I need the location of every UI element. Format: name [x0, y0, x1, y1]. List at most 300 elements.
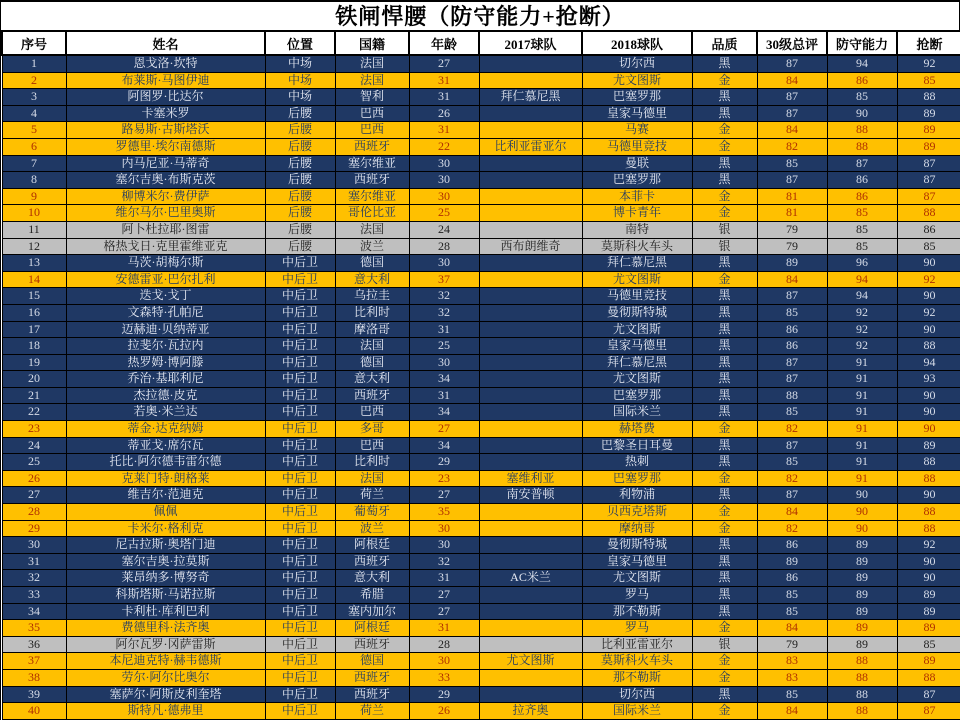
cell-team-2018: 罗马: [582, 620, 692, 637]
cell-name: 路易斯·古斯塔沃: [66, 122, 265, 139]
cell-rank: 19: [2, 354, 66, 371]
cell-position: 中后卫: [265, 636, 335, 653]
cell-nationality: 西班牙: [335, 553, 409, 570]
cell-age: 26: [409, 703, 479, 720]
cell-age: 30: [409, 255, 479, 272]
header-row: [2, 31, 960, 55]
cell-age: 30: [409, 520, 479, 537]
cell-team-2017: [479, 255, 582, 272]
cell-name: 蒂金·达克纳姆: [66, 421, 265, 438]
cell-nationality: 意大利: [335, 570, 409, 587]
cell-quality: 黑: [692, 404, 757, 421]
table-row: [2, 155, 960, 172]
cell-nationality: 波兰: [335, 520, 409, 537]
cell-team-2017: 拉齐奥: [479, 703, 582, 720]
cell-name: 布莱斯·马图伊迪: [66, 72, 265, 89]
cell-tackling: 88: [897, 89, 960, 106]
cell-rank: 6: [2, 138, 66, 155]
cell-position: 中后卫: [265, 470, 335, 487]
cell-nationality: 西班牙: [335, 636, 409, 653]
cell-quality: 黑: [692, 487, 757, 504]
cell-overall: 86: [757, 338, 827, 355]
cell-tackling: 89: [897, 138, 960, 155]
cell-overall: 87: [757, 437, 827, 454]
table-row: [2, 122, 960, 139]
cell-tackling: 88: [897, 520, 960, 537]
header-cell: 国籍: [335, 31, 409, 55]
table-row: [2, 55, 960, 72]
cell-name: 蒂亚戈·席尔瓦: [66, 437, 265, 454]
cell-team-2017: [479, 155, 582, 172]
cell-nationality: 智利: [335, 89, 409, 106]
cell-age: 27: [409, 421, 479, 438]
cell-tackling: 88: [897, 205, 960, 222]
cell-rank: 16: [2, 304, 66, 321]
cell-name: 科斯塔斯·马诺拉斯: [66, 587, 265, 604]
cell-nationality: 多哥: [335, 421, 409, 438]
table-row: [2, 354, 960, 371]
cell-defense: 94: [827, 55, 897, 72]
cell-overall: 81: [757, 205, 827, 222]
cell-overall: 85: [757, 686, 827, 703]
cell-team-2018: 罗马: [582, 587, 692, 604]
cell-team-2018: 巴塞罗那: [582, 89, 692, 106]
cell-position: 中场: [265, 72, 335, 89]
cell-nationality: 塞尔维亚: [335, 155, 409, 172]
cell-quality: 黑: [692, 553, 757, 570]
cell-overall: 87: [757, 172, 827, 189]
cell-name: 维尔马尔·巴里奥斯: [66, 205, 265, 222]
cell-nationality: 哥伦比亚: [335, 205, 409, 222]
cell-tackling: 89: [897, 603, 960, 620]
cell-quality: 金: [692, 138, 757, 155]
cell-quality: 金: [692, 421, 757, 438]
cell-quality: 金: [692, 72, 757, 89]
cell-name: 安德雷亚·巴尔扎利: [66, 271, 265, 288]
cell-defense: 89: [827, 570, 897, 587]
cell-quality: 金: [692, 470, 757, 487]
cell-team-2017: 塞维利亚: [479, 470, 582, 487]
cell-rank: 32: [2, 570, 66, 587]
cell-quality: 黑: [692, 387, 757, 404]
cell-overall: 86: [757, 537, 827, 554]
cell-quality: 黑: [692, 371, 757, 388]
cell-name: 费德里科·法齐奥: [66, 620, 265, 637]
cell-name: 本尼迪克特·赫韦德斯: [66, 653, 265, 670]
cell-overall: 89: [757, 255, 827, 272]
cell-nationality: 西班牙: [335, 172, 409, 189]
cell-team-2017: 比利亚雷亚尔: [479, 138, 582, 155]
cell-rank: 18: [2, 338, 66, 355]
cell-quality: 银: [692, 238, 757, 255]
cell-age: 32: [409, 553, 479, 570]
cell-age: 32: [409, 288, 479, 305]
cell-team-2017: [479, 669, 582, 686]
cell-overall: 83: [757, 653, 827, 670]
cell-team-2018: 马德里竞技: [582, 288, 692, 305]
cell-overall: 84: [757, 122, 827, 139]
cell-overall: 85: [757, 404, 827, 421]
cell-team-2017: [479, 338, 582, 355]
cell-age: 30: [409, 172, 479, 189]
cell-defense: 86: [827, 172, 897, 189]
cell-position: 后腰: [265, 238, 335, 255]
table-row: [2, 437, 960, 454]
cell-team-2017: AC米兰: [479, 570, 582, 587]
cell-team-2017: [479, 387, 582, 404]
cell-overall: 79: [757, 636, 827, 653]
table-row: [2, 636, 960, 653]
cell-team-2018: 拜仁慕尼黑: [582, 255, 692, 272]
cell-overall: 86: [757, 570, 827, 587]
cell-tackling: 88: [897, 338, 960, 355]
cell-overall: 82: [757, 421, 827, 438]
cell-rank: 9: [2, 188, 66, 205]
cell-rank: 8: [2, 172, 66, 189]
cell-position: 中后卫: [265, 288, 335, 305]
cell-overall: 82: [757, 520, 827, 537]
cell-name: 卡塞米罗: [66, 105, 265, 122]
cell-quality: 金: [692, 271, 757, 288]
cell-age: 31: [409, 89, 479, 106]
cell-team-2017: 西布朗维奇: [479, 238, 582, 255]
cell-position: 中后卫: [265, 338, 335, 355]
cell-name: 热罗姆·博阿滕: [66, 354, 265, 371]
cell-rank: 38: [2, 669, 66, 686]
cell-defense: 85: [827, 221, 897, 238]
cell-overall: 79: [757, 221, 827, 238]
cell-defense: 91: [827, 470, 897, 487]
cell-team-2017: [479, 105, 582, 122]
cell-team-2018: 切尔西: [582, 686, 692, 703]
cell-position: 后腰: [265, 205, 335, 222]
cell-team-2018: 巴塞罗那: [582, 470, 692, 487]
cell-name: 恩戈洛·坎特: [66, 55, 265, 72]
cell-defense: 94: [827, 271, 897, 288]
table-row: [2, 520, 960, 537]
cell-team-2017: [479, 188, 582, 205]
cell-overall: 84: [757, 504, 827, 521]
table-row: [2, 669, 960, 686]
cell-position: 后腰: [265, 155, 335, 172]
cell-rank: 5: [2, 122, 66, 139]
cell-nationality: 德国: [335, 653, 409, 670]
cell-nationality: 法国: [335, 72, 409, 89]
table-row: [2, 321, 960, 338]
cell-tackling: 92: [897, 304, 960, 321]
cell-overall: 87: [757, 89, 827, 106]
cell-age: 25: [409, 205, 479, 222]
cell-team-2018: 利物浦: [582, 487, 692, 504]
cell-nationality: 荷兰: [335, 487, 409, 504]
cell-defense: 92: [827, 304, 897, 321]
cell-team-2018: 拜仁慕尼黑: [582, 354, 692, 371]
cell-quality: 金: [692, 669, 757, 686]
cell-defense: 85: [827, 238, 897, 255]
cell-quality: 金: [692, 188, 757, 205]
cell-team-2018: 赫塔费: [582, 421, 692, 438]
cell-nationality: 巴西: [335, 122, 409, 139]
cell-defense: 94: [827, 288, 897, 305]
cell-rank: 23: [2, 421, 66, 438]
cell-age: 32: [409, 304, 479, 321]
cell-nationality: 巴西: [335, 437, 409, 454]
table-row: [2, 271, 960, 288]
cell-name: 迭戈·戈丁: [66, 288, 265, 305]
cell-quality: 黑: [692, 537, 757, 554]
cell-rank: 11: [2, 221, 66, 238]
cell-team-2018: 巴塞罗那: [582, 172, 692, 189]
cell-defense: 85: [827, 89, 897, 106]
cell-team-2017: 拜仁慕尼黑: [479, 89, 582, 106]
cell-name: 塞萨尔·阿斯皮利奎塔: [66, 686, 265, 703]
table-row: [2, 703, 960, 720]
cell-age: 22: [409, 138, 479, 155]
cell-team-2017: [479, 122, 582, 139]
header-cell: 2017球队: [479, 31, 582, 55]
cell-quality: 黑: [692, 454, 757, 471]
cell-rank: 33: [2, 587, 66, 604]
cell-defense: 89: [827, 587, 897, 604]
cell-team-2018: 皇家马德里: [582, 338, 692, 355]
cell-defense: 91: [827, 387, 897, 404]
cell-position: 中后卫: [265, 537, 335, 554]
header-cell: 姓名: [66, 31, 265, 55]
cell-tackling: 90: [897, 570, 960, 587]
cell-team-2017: [479, 321, 582, 338]
cell-age: 30: [409, 653, 479, 670]
cell-team-2017: 南安普顿: [479, 487, 582, 504]
cell-position: 中后卫: [265, 587, 335, 604]
cell-name: 卡利杜·库利巴利: [66, 603, 265, 620]
cell-tackling: 89: [897, 105, 960, 122]
table-row: [2, 371, 960, 388]
cell-position: 中后卫: [265, 570, 335, 587]
cell-position: 后腰: [265, 122, 335, 139]
cell-rank: 24: [2, 437, 66, 454]
cell-tackling: 90: [897, 487, 960, 504]
cell-age: 25: [409, 338, 479, 355]
cell-position: 中后卫: [265, 255, 335, 272]
table-row: [2, 255, 960, 272]
table-row: [2, 603, 960, 620]
cell-name: 文森特·孔帕尼: [66, 304, 265, 321]
cell-nationality: 西班牙: [335, 669, 409, 686]
cell-nationality: 希腊: [335, 587, 409, 604]
cell-tackling: 87: [897, 188, 960, 205]
cell-defense: 86: [827, 188, 897, 205]
cell-nationality: 意大利: [335, 371, 409, 388]
cell-quality: 黑: [692, 338, 757, 355]
cell-defense: 89: [827, 553, 897, 570]
cell-nationality: 法国: [335, 338, 409, 355]
cell-nationality: 塞内加尔: [335, 603, 409, 620]
cell-name: 迈赫迪·贝纳蒂亚: [66, 321, 265, 338]
cell-team-2018: 比利亚雷亚尔: [582, 636, 692, 653]
cell-defense: 91: [827, 421, 897, 438]
table-row: [2, 238, 960, 255]
cell-rank: 3: [2, 89, 66, 106]
table-row: [2, 221, 960, 238]
cell-rank: 2: [2, 72, 66, 89]
cell-quality: 黑: [692, 55, 757, 72]
cell-tackling: 92: [897, 271, 960, 288]
cell-overall: 84: [757, 72, 827, 89]
cell-nationality: 德国: [335, 354, 409, 371]
cell-nationality: 阿根廷: [335, 537, 409, 554]
cell-rank: 4: [2, 105, 66, 122]
cell-team-2018: 皇家马德里: [582, 105, 692, 122]
cell-quality: 黑: [692, 437, 757, 454]
cell-defense: 88: [827, 686, 897, 703]
cell-age: 31: [409, 570, 479, 587]
cell-team-2018: 曼彻斯特城: [582, 537, 692, 554]
cell-team-2017: [479, 421, 582, 438]
cell-position: 中后卫: [265, 304, 335, 321]
cell-tackling: 87: [897, 155, 960, 172]
cell-tackling: 85: [897, 238, 960, 255]
cell-team-2017: [479, 636, 582, 653]
cell-team-2018: 那不勒斯: [582, 603, 692, 620]
cell-position: 后腰: [265, 221, 335, 238]
cell-quality: 黑: [692, 288, 757, 305]
cell-position: 后腰: [265, 172, 335, 189]
cell-overall: 79: [757, 238, 827, 255]
cell-overall: 85: [757, 603, 827, 620]
cell-overall: 85: [757, 304, 827, 321]
cell-tackling: 90: [897, 404, 960, 421]
table-row: [2, 172, 960, 189]
cell-name: 劳尔·阿尔比奥尔: [66, 669, 265, 686]
cell-tackling: 89: [897, 437, 960, 454]
cell-team-2017: 尤文图斯: [479, 653, 582, 670]
cell-position: 中后卫: [265, 387, 335, 404]
cell-defense: 85: [827, 205, 897, 222]
cell-position: 中后卫: [265, 271, 335, 288]
cell-nationality: 法国: [335, 55, 409, 72]
cell-rank: 22: [2, 404, 66, 421]
cell-age: 30: [409, 537, 479, 554]
cell-name: 尼古拉斯·奥塔门迪: [66, 537, 265, 554]
cell-rank: 28: [2, 504, 66, 521]
cell-rank: 15: [2, 288, 66, 305]
table-row: [2, 620, 960, 637]
cell-team-2018: 本菲卡: [582, 188, 692, 205]
cell-overall: 81: [757, 188, 827, 205]
cell-quality: 金: [692, 620, 757, 637]
cell-age: 28: [409, 238, 479, 255]
cell-position: 中后卫: [265, 703, 335, 720]
header-cell: 品质: [692, 31, 757, 55]
cell-quality: 黑: [692, 354, 757, 371]
cell-defense: 87: [827, 155, 897, 172]
cell-team-2017: [479, 437, 582, 454]
table-row: [2, 105, 960, 122]
cell-nationality: 比利时: [335, 454, 409, 471]
cell-team-2017: [479, 72, 582, 89]
header-cell: 防守能力: [827, 31, 897, 55]
cell-tackling: 89: [897, 653, 960, 670]
cell-position: 中后卫: [265, 437, 335, 454]
cell-age: 33: [409, 669, 479, 686]
cell-overall: 84: [757, 271, 827, 288]
cell-defense: 88: [827, 138, 897, 155]
cell-team-2018: 热刺: [582, 454, 692, 471]
cell-team-2018: 马赛: [582, 122, 692, 139]
cell-tackling: 88: [897, 454, 960, 471]
table-row: [2, 653, 960, 670]
cell-team-2018: 尤文图斯: [582, 271, 692, 288]
table-row: [2, 72, 960, 89]
cell-overall: 87: [757, 55, 827, 72]
cell-team-2018: 切尔西: [582, 55, 692, 72]
cell-team-2017: [479, 454, 582, 471]
cell-team-2018: 南特: [582, 221, 692, 238]
cell-rank: 34: [2, 603, 66, 620]
cell-name: 斯特凡·德弗里: [66, 703, 265, 720]
cell-team-2018: 尤文图斯: [582, 321, 692, 338]
cell-tackling: 87: [897, 172, 960, 189]
cell-defense: 88: [827, 669, 897, 686]
cell-team-2018: 巴塞罗那: [582, 387, 692, 404]
cell-position: 中场: [265, 89, 335, 106]
cell-rank: 10: [2, 205, 66, 222]
cell-position: 后腰: [265, 188, 335, 205]
cell-position: 中后卫: [265, 354, 335, 371]
cell-overall: 84: [757, 620, 827, 637]
cell-age: 31: [409, 321, 479, 338]
table-row: [2, 188, 960, 205]
cell-position: 中后卫: [265, 620, 335, 637]
cell-team-2018: 那不勒斯: [582, 669, 692, 686]
cell-nationality: 比利时: [335, 304, 409, 321]
cell-tackling: 93: [897, 371, 960, 388]
cell-position: 中后卫: [265, 553, 335, 570]
player-table: [1, 30, 960, 720]
cell-defense: 91: [827, 437, 897, 454]
cell-tackling: 89: [897, 587, 960, 604]
table-row: [2, 387, 960, 404]
cell-overall: 89: [757, 553, 827, 570]
table-row: [2, 454, 960, 471]
cell-position: 中后卫: [265, 371, 335, 388]
cell-age: 34: [409, 437, 479, 454]
cell-name: 塞尔吉奥·拉莫斯: [66, 553, 265, 570]
cell-position: 中后卫: [265, 520, 335, 537]
cell-team-2018: 尤文图斯: [582, 570, 692, 587]
cell-team-2017: [479, 587, 582, 604]
cell-defense: 90: [827, 520, 897, 537]
cell-defense: 89: [827, 636, 897, 653]
cell-quality: 黑: [692, 570, 757, 587]
table-row: [2, 404, 960, 421]
cell-tackling: 86: [897, 221, 960, 238]
cell-team-2018: 摩纳哥: [582, 520, 692, 537]
cell-nationality: 法国: [335, 221, 409, 238]
cell-quality: 金: [692, 122, 757, 139]
cell-name: 莱昂纳多·博努奇: [66, 570, 265, 587]
cell-position: 中后卫: [265, 603, 335, 620]
cell-name: 托比·阿尔德韦雷尔德: [66, 454, 265, 471]
cell-overall: 87: [757, 487, 827, 504]
cell-rank: 37: [2, 653, 66, 670]
cell-rank: 36: [2, 636, 66, 653]
cell-age: 27: [409, 55, 479, 72]
cell-overall: 87: [757, 371, 827, 388]
table-row: [2, 537, 960, 554]
cell-rank: 30: [2, 537, 66, 554]
cell-age: 27: [409, 603, 479, 620]
